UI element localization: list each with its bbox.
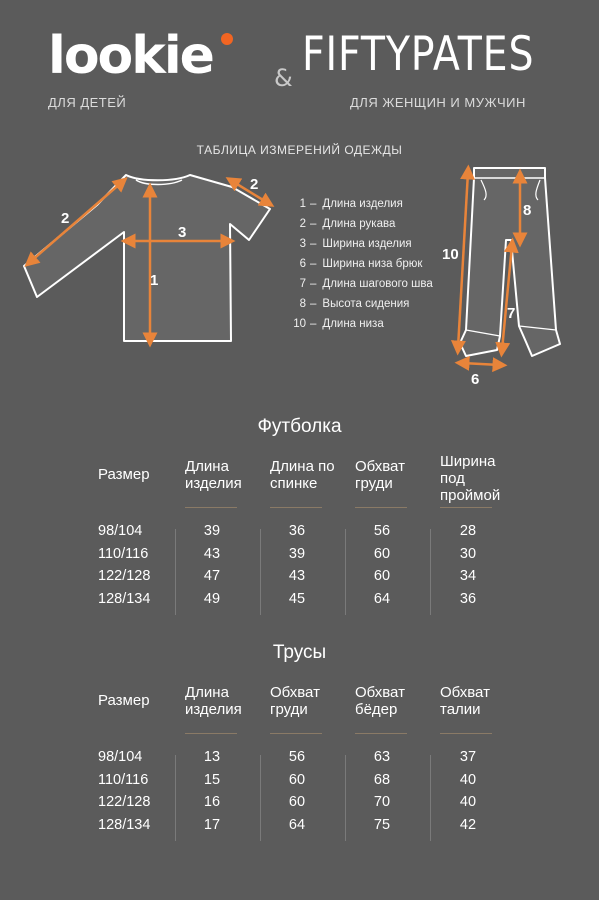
table-cell: 60 — [288, 794, 306, 811]
table-cell: 39 — [288, 545, 306, 562]
header-underline — [185, 733, 237, 734]
legend-number: 8 — [299, 298, 306, 310]
table-cell: 43 — [203, 545, 221, 562]
header-underline — [355, 507, 407, 508]
table-cell: 28 — [459, 523, 477, 539]
table-title: Футболка — [257, 416, 342, 437]
legend-text: Длина рукава — [322, 218, 396, 230]
column-header-line: Обхват — [355, 684, 405, 701]
column-header-line: Длина — [185, 684, 229, 701]
legend-dash: – — [310, 258, 317, 270]
header-underline — [185, 507, 237, 508]
table-cell: 13 — [203, 749, 221, 765]
pants-label-outer-length: 10 — [442, 246, 459, 263]
column-header-line: Обхват — [270, 684, 320, 701]
column-separator — [430, 529, 431, 615]
shirt-outline — [24, 175, 270, 341]
table-cell: 47 — [203, 568, 221, 585]
table-cell: 17 — [203, 816, 221, 833]
ampersand: & — [274, 64, 293, 92]
column-header-line: изделия — [185, 701, 242, 718]
header-underline — [270, 733, 322, 734]
table-cell: 49 — [203, 590, 221, 607]
column-header — [355, 458, 405, 492]
table-cell: 15 — [203, 771, 221, 788]
legend-text: Высота сидения — [322, 298, 410, 310]
size-cell: 128/134 — [98, 816, 151, 833]
header-underline — [440, 507, 492, 508]
shirt-label-width: 3 — [178, 224, 187, 241]
column-separator — [175, 529, 176, 615]
legend-text: Длина изделия — [322, 198, 403, 210]
column-header-line: Обхват — [355, 458, 405, 475]
legend-number: 2 — [299, 218, 306, 230]
legend-dash: – — [310, 218, 317, 230]
pants-label-inseam: 7 — [507, 305, 516, 322]
column-header-line: Длина по — [270, 458, 335, 475]
lookie-logo: lookie — [48, 26, 213, 86]
legend-text: Ширина изделия — [322, 238, 412, 250]
legend-item — [288, 254, 433, 274]
column-header — [440, 684, 490, 718]
table-cell: 68 — [373, 771, 391, 788]
measure-chart-title: ТАБЛИЦА ИЗМЕРЕНИЙ ОДЕЖДЫ — [196, 143, 403, 157]
measure-legend — [288, 194, 433, 334]
table-cell: 42 — [459, 816, 477, 833]
table-cell: 43 — [288, 568, 306, 585]
pants-label-hem: 6 — [471, 371, 480, 388]
header-underline — [440, 733, 492, 734]
size-cell: 110/116 — [98, 771, 149, 788]
column-header — [270, 684, 320, 718]
legend-dash: – — [310, 278, 317, 290]
table-cell: 36 — [288, 523, 306, 539]
column-separator — [430, 755, 431, 841]
column-header — [355, 684, 405, 718]
column-header-line: Ширина — [440, 453, 496, 470]
table-cell: 16 — [203, 794, 221, 811]
fiftypates-logo: FIFTYPATES — [302, 27, 535, 82]
column-header-line: изделия — [185, 475, 242, 492]
table-cell: 60 — [373, 568, 391, 585]
table-cell: 64 — [288, 816, 306, 833]
size-cell: 98/104 — [98, 749, 143, 765]
table-cell: 56 — [373, 523, 391, 539]
size-cell: 98/104 — [98, 523, 143, 539]
shirt-label-length: 1 — [150, 272, 159, 289]
legend-dash: – — [310, 238, 317, 250]
column-separator — [345, 755, 346, 841]
column-header-line: груди — [270, 701, 308, 718]
table-cell: 63 — [373, 749, 391, 765]
legend-text: Длина шагового шва — [322, 278, 433, 290]
column-header-line: под — [440, 470, 465, 487]
legend-dash: – — [310, 318, 317, 330]
column-header-line: проймой — [440, 487, 501, 504]
table-cell: 75 — [373, 816, 391, 833]
legend-number: 3 — [299, 238, 306, 250]
column-header — [185, 684, 242, 718]
legend-number: 6 — [299, 258, 306, 270]
column-header — [440, 453, 500, 504]
size-cell: 122/128 — [98, 568, 151, 585]
legend-item — [288, 314, 433, 334]
column-header-line: спинке — [270, 475, 318, 492]
table-cell: 64 — [373, 590, 391, 607]
table-cell: 70 — [373, 794, 391, 811]
size-cell: 128/134 — [98, 590, 151, 607]
column-header-line: Длина — [185, 458, 229, 475]
table-cell: 37 — [459, 749, 477, 765]
shirt-label-sleeve-left: 2 — [61, 210, 70, 227]
tagline-kids: ДЛЯ ДЕТЕЙ — [48, 95, 127, 110]
legend-text: Длина низа — [322, 318, 384, 330]
column-separator — [260, 529, 261, 615]
table-cell: 30 — [459, 545, 477, 562]
table-title: Трусы — [272, 642, 327, 663]
table-cell: 40 — [459, 771, 477, 788]
table-cell: 56 — [288, 749, 306, 765]
table-cell: 45 — [288, 590, 306, 607]
column-separator — [345, 529, 346, 615]
column-header-size: Размер — [98, 692, 150, 709]
table-cell: 60 — [288, 771, 306, 788]
legend-dash: – — [310, 198, 317, 210]
table-cell: 34 — [459, 568, 477, 585]
column-header-line: талии — [440, 701, 481, 718]
legend-text: Ширина низа брюк — [322, 258, 423, 270]
table-cell: 60 — [373, 545, 391, 562]
column-header-line: бёдер — [355, 701, 398, 718]
header-underline — [270, 507, 322, 508]
legend-item — [288, 274, 433, 294]
column-header-line: груди — [355, 475, 393, 492]
column-separator — [175, 755, 176, 841]
pants-measure-hem — [462, 363, 500, 365]
legend-number: 7 — [299, 278, 306, 290]
legend-item — [288, 294, 433, 314]
column-header — [185, 458, 242, 492]
column-header-size: Размер — [98, 466, 150, 483]
legend-item — [288, 234, 433, 254]
table-cell: 36 — [459, 590, 477, 607]
size-cell: 110/116 — [98, 545, 149, 562]
table-cell: 40 — [459, 794, 477, 811]
shirt-label-sleeve-right: 2 — [250, 176, 259, 193]
legend-item — [288, 214, 433, 234]
legend-number: 1 — [299, 198, 306, 210]
header-underline — [355, 733, 407, 734]
legend-dash: – — [310, 298, 317, 310]
column-header-line: Обхват — [440, 684, 490, 701]
tagline-adults: ДЛЯ ЖЕНЩИН И МУЖЧИН — [350, 95, 526, 110]
column-header — [270, 458, 335, 492]
column-separator — [260, 755, 261, 841]
legend-number: 10 — [293, 318, 306, 330]
legend-item — [288, 194, 433, 214]
pants-label-rise: 8 — [523, 202, 532, 219]
size-cell: 122/128 — [98, 794, 151, 811]
table-cell: 39 — [203, 523, 221, 539]
